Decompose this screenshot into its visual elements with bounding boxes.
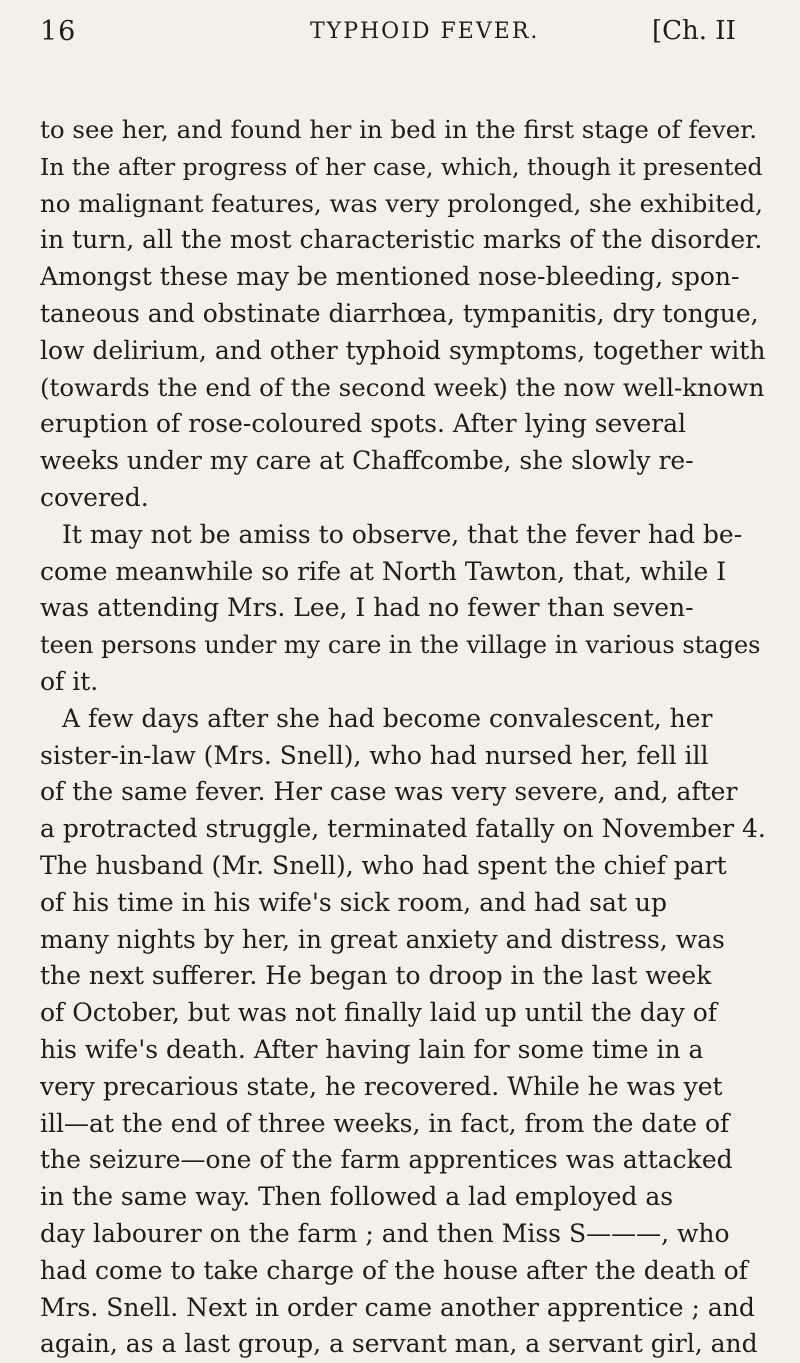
text-line: Mrs. Snell. Next in order came another apprentice ; and (40, 1292, 755, 1322)
body-text (40, 112, 766, 1363)
text-line: the next sufferer. He began to droop in the last week (40, 961, 712, 991)
text-line: had come to take charge of the house after the death of (40, 1255, 748, 1285)
running-title: TYPHOID FEVER. (310, 19, 540, 44)
text-line: many nights by her, in great anxiety and distress, was (40, 924, 725, 954)
text-line: come meanwhile so rife at North Tawton, that, while I (40, 556, 727, 586)
text-line: in the same way. Then followed a lad employed as (40, 1182, 674, 1212)
text-line: The husband (Mr. Snell), who had spent the chief part (40, 850, 727, 880)
text-line: low delirium, and other typhoid symptoms, together with (40, 335, 766, 365)
text-line: of his time in his wife's sick room, and had sat up (40, 887, 667, 917)
text-line: teen persons under my care in the village in various stages (40, 631, 761, 660)
text-line: day labourer on the farm ; and then Miss S———, who (40, 1218, 730, 1248)
text-line: taneous and obstinate diarrhœa, tympanitis, dry tongue, (40, 298, 759, 328)
page-number: 16 (40, 16, 77, 47)
running-head (40, 16, 770, 66)
text-line: a protracted struggle, terminated fatally on November 4. (40, 814, 766, 844)
text-line: his wife's death. After having lain for some time in a (40, 1034, 704, 1064)
text-line: no malignant features, was very prolonged, she exhibited, (40, 188, 763, 218)
text-line: sister-in-law (Mrs. Snell), who had nursed her, fell ill (40, 740, 709, 770)
paragraph-start-line: It may not be amiss to observe, that the fever had be- (62, 519, 743, 549)
text-line: in turn, all the most characteristic marks of the disorder. (40, 225, 763, 255)
text-line: of October, but was not finally laid up until the day of (40, 998, 718, 1028)
text-line: (towards the end of the second week) the now well-known (40, 372, 765, 402)
chapter-reference: [Ch. II (652, 16, 736, 46)
text-line: In the after progress of her case, which, though it presented (40, 152, 763, 181)
text-line: ill—at the end of three weeks, in fact, from the date of (40, 1108, 730, 1138)
text-line: of it. (40, 666, 99, 696)
text-line: again, as a last group, a servant man, a servant girl, and (40, 1329, 758, 1359)
text-line: the seizure—one of the farm apprentices was attacked (40, 1145, 733, 1175)
text-line: weeks under my care at Chaffcombe, she slowly re- (40, 446, 694, 476)
text-line: eruption of rose-coloured spots. After lying several (40, 409, 687, 439)
text-line: very precarious state, he recovered. While he was yet (40, 1071, 723, 1101)
text-line: Amongst these may be mentioned nose-bleeding, spon- (40, 262, 740, 292)
text-line: was attending Mrs. Lee, I had no fewer than seven- (40, 593, 694, 623)
text-line: covered. (40, 482, 149, 512)
text-line: of the same fever. Her case was very severe, and, after (40, 777, 738, 807)
paragraph-start-line: A few days after she had become convalescent, her (62, 703, 713, 733)
text-line: to see her, and found her in bed in the first stage of fever. (40, 115, 758, 144)
